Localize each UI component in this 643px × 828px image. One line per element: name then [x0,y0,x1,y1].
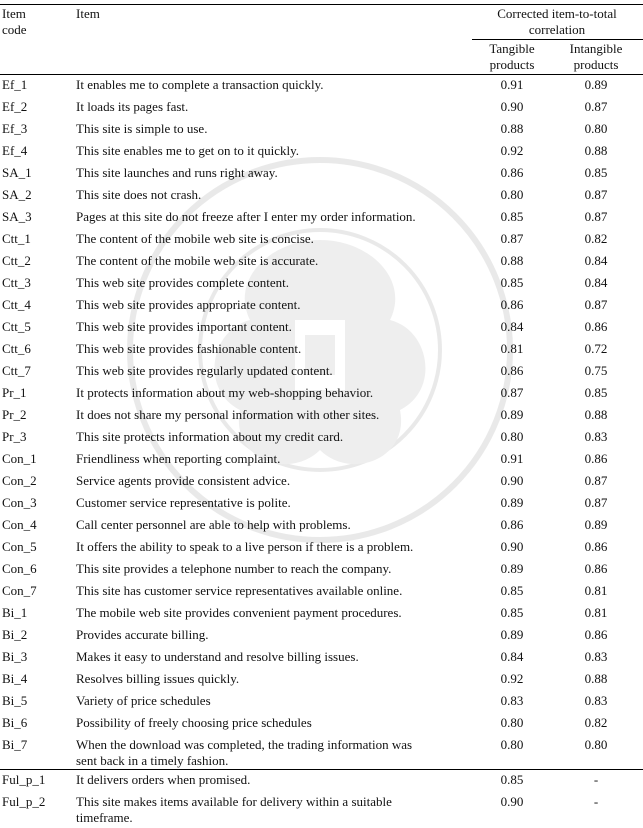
tangible-value: 0.86 [500,165,524,180]
item-code: Con_7 [2,583,37,598]
section-divider-rule [0,769,643,770]
tangible-value: 0.85 [500,605,524,620]
tangible-value: 0.83 [500,693,524,708]
header-code-line-2: code [2,22,27,37]
tangible-value: 0.86 [500,517,524,532]
item-text [76,794,468,826]
item-text-line-1: This site makes items available for delivery within a suitable [76,794,392,809]
item-code: Ful_p_2 [2,794,46,809]
tangible-value: 0.90 [500,473,524,488]
item-code: Ctt_1 [2,231,31,246]
intangible-value: 0.87 [584,297,608,312]
item-text: The content of the mobile web site is accurate. [76,253,319,268]
intangible-value: - [593,794,599,809]
tangible-value: 0.87 [500,231,524,246]
item-code: Con_4 [2,517,37,532]
item-code: Ef_4 [2,143,28,158]
header-group-line-2: correlation [528,22,586,37]
tangible-value: 0.86 [500,297,524,312]
item-code: Ef_2 [2,99,28,114]
tangible-value: 0.89 [500,627,524,642]
item-code: Bi_7 [2,737,28,752]
intangible-value: 0.85 [584,165,608,180]
header-bottom-rule [0,74,643,75]
item-code: Con_5 [2,539,37,554]
header-correlation-group [472,6,642,38]
item-text: This site protects information about my credit card. [76,429,344,444]
item-text: This web site provides important content. [76,319,292,334]
item-code: Pr_1 [2,385,27,400]
item-text: It delivers orders when promised. [76,772,251,787]
item-code: Ef_1 [2,77,28,92]
tangible-value: 0.85 [500,209,524,224]
item-text: It loads its pages fast. [76,99,189,114]
item-code: Ctt_3 [2,275,31,290]
intangible-value: 0.84 [584,253,608,268]
item-text: The content of the mobile web site is concise. [76,231,314,246]
item-code: Con_1 [2,451,37,466]
intangible-value: 0.84 [584,275,608,290]
header-group-rule [472,39,643,40]
item-code: Bi_1 [2,605,28,620]
item-text: Resolves billing issues quickly. [76,671,240,686]
item-text-line-2: timeframe. [76,810,133,825]
item-text: The mobile web site provides convenient payment procedures. [76,605,402,620]
header-tangible-line-2: products [489,57,535,72]
item-code: Ctt_7 [2,363,31,378]
item-text: Call center personnel are able to help with problems. [76,517,351,532]
header-tangible [472,41,552,73]
item-text: This site is simple to use. [76,121,208,136]
item-text: Makes it easy to understand and resolve billing issues. [76,649,359,664]
item-text: Friendliness when reporting complaint. [76,451,281,466]
item-text-line-1: When the download was completed, the trading information was [76,737,413,752]
intangible-value: 0.86 [584,319,608,334]
item-code: Ef_3 [2,121,28,136]
item-code: Bi_2 [2,627,28,642]
item-text: It does not share my personal information with other sites. [76,407,380,422]
item-code: Ful_p_1 [2,772,46,787]
intangible-value: - [593,772,599,787]
item-code: Con_2 [2,473,37,488]
header-intangible-line-2: products [573,57,619,72]
intangible-value: 0.88 [584,143,608,158]
tangible-value: 0.86 [500,363,524,378]
item-text: This web site provides fashionable content. [76,341,302,356]
tangible-value: 0.88 [500,121,524,136]
intangible-value: 0.87 [584,187,608,202]
header-item-code [2,6,72,38]
item-code: Pr_2 [2,407,27,422]
item-code: Ctt_4 [2,297,31,312]
item-code: Ctt_6 [2,341,31,356]
intangible-value: 0.88 [584,407,608,422]
intangible-value: 0.86 [584,539,608,554]
tangible-value: 0.87 [500,385,524,400]
header-code-line-1: Item [2,6,26,21]
item-text: This site enables me to get on to it quickly. [76,143,300,158]
item-code: Bi_5 [2,693,28,708]
intangible-value: 0.87 [584,473,608,488]
intangible-value: 0.82 [584,231,608,246]
tangible-value: 0.85 [500,583,524,598]
item-code: SA_2 [2,187,32,202]
item-text: It protects information about my web-shopping behavior. [76,385,374,400]
item-text: It enables me to complete a transaction quickly. [76,77,324,92]
item-text: This web site provides regularly updated content. [76,363,333,378]
header-tangible-line-1: Tangible [489,41,535,56]
tangible-value: 0.85 [500,772,524,787]
item-code: SA_1 [2,165,32,180]
tangible-value: 0.92 [500,671,524,686]
tangible-value: 0.89 [500,495,524,510]
intangible-value: 0.85 [584,385,608,400]
intangible-value: 0.75 [584,363,608,378]
item-text [76,737,468,769]
tangible-value: 0.85 [500,275,524,290]
item-code: Pr_3 [2,429,27,444]
tangible-value: 0.84 [500,649,524,664]
intangible-value: 0.82 [584,715,608,730]
intangible-value: 0.87 [584,99,608,114]
intangible-value: 0.83 [584,429,608,444]
item-text: Service agents provide consistent advice. [76,473,291,488]
intangible-value: 0.81 [584,605,608,620]
tangible-value: 0.88 [500,253,524,268]
intangible-value: 0.72 [584,341,608,356]
tangible-value: 0.89 [500,561,524,576]
item-code: Bi_3 [2,649,28,664]
header-intangible [556,41,636,73]
item-code: Con_6 [2,561,37,576]
header-intangible-line-1: Intangible [569,41,623,56]
intangible-value: 0.87 [584,495,608,510]
intangible-value: 0.86 [584,451,608,466]
intangible-value: 0.88 [584,671,608,686]
intangible-value: 0.80 [584,121,608,136]
intangible-value: 0.83 [584,649,608,664]
tangible-value: 0.91 [500,77,524,92]
item-code: Ctt_2 [2,253,31,268]
item-text: It offers the ability to speak to a live person if there is a problem. [76,539,414,554]
item-text: Customer service representative is polite. [76,495,291,510]
item-text: Possibility of freely choosing price schedules [76,715,312,730]
tangible-value: 0.90 [500,539,524,554]
item-text-line-2: sent back in a timely fashion. [76,753,229,768]
item-text: Pages at this site do not freeze after I enter my order information. [76,209,416,224]
header-group-line-1: Corrected item-to-total [497,6,617,21]
intangible-value: 0.89 [584,517,608,532]
table-top-rule [0,4,643,5]
item-code: Ctt_5 [2,319,31,334]
tangible-value: 0.89 [500,407,524,422]
item-text: This web site provides complete content. [76,275,290,290]
intangible-value: 0.83 [584,693,608,708]
intangible-value: 0.80 [584,737,608,752]
tangible-value: 0.92 [500,143,524,158]
item-text: This web site provides appropriate content. [76,297,301,312]
intangible-value: 0.86 [584,627,608,642]
item-text: Provides accurate billing. [76,627,209,642]
item-code: SA_3 [2,209,32,224]
tangible-value: 0.80 [500,715,524,730]
tangible-value: 0.84 [500,319,524,334]
item-text: Variety of price schedules [76,693,211,708]
tangible-value: 0.81 [500,341,524,356]
item-text: This site does not crash. [76,187,202,202]
tangible-value: 0.80 [500,737,524,752]
tangible-value: 0.90 [500,99,524,114]
tangible-value: 0.91 [500,451,524,466]
header-item: Item [76,6,100,21]
tangible-value: 0.80 [500,187,524,202]
item-code: Con_3 [2,495,37,510]
item-text: This site launches and runs right away. [76,165,278,180]
tangible-value: 0.90 [500,794,524,809]
item-code: Bi_6 [2,715,28,730]
intangible-value: 0.81 [584,583,608,598]
tangible-value: 0.80 [500,429,524,444]
intangible-value: 0.87 [584,209,608,224]
intangible-value: 0.89 [584,77,608,92]
item-text: This site provides a telephone number to reach the company. [76,561,392,576]
item-text: This site has customer service representatives available online. [76,583,403,598]
intangible-value: 0.86 [584,561,608,576]
item-code: Bi_4 [2,671,28,686]
